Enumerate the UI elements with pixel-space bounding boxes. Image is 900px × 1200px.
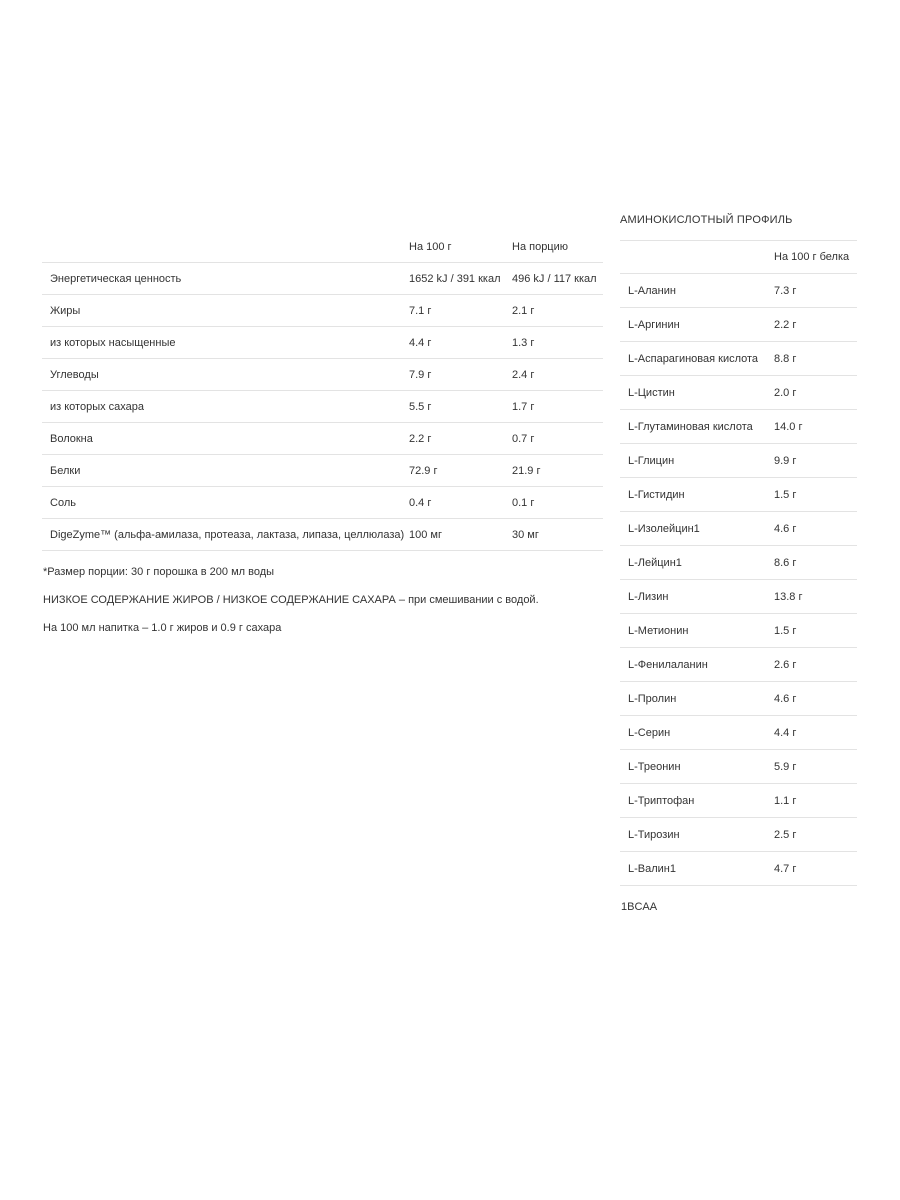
amino-header-row: [620, 241, 857, 274]
nutrient-portion: 30 мг: [512, 519, 603, 551]
amino-acid-profile: [620, 210, 857, 914]
amino-name: L-Валин1: [620, 852, 774, 886]
table-row: [620, 342, 857, 376]
table-row: [620, 376, 857, 410]
low-fat-sugar-note: НИЗКОЕ СОДЕРЖАНИЕ ЖИРОВ / НИЗКОЕ СОДЕРЖАНИЕ САХАРА – при смешивании с водой.: [43, 594, 539, 606]
table-row: [42, 455, 603, 487]
amino-value: 7.3 г: [774, 274, 857, 308]
table-row: [42, 423, 603, 455]
amino-value: 5.9 г: [774, 750, 857, 784]
amino-value: 4.7 г: [774, 852, 857, 886]
amino-value: 2.0 г: [774, 376, 857, 410]
amino-value: 4.4 г: [774, 716, 857, 750]
table-row: [42, 391, 603, 423]
serving-size-note: *Размер порции: 30 г порошка в 200 мл воды: [43, 566, 275, 578]
nutrient-name: Жиры: [42, 295, 409, 327]
nutrient-name: Волокна: [42, 423, 409, 455]
amino-name: L-Пролин: [620, 682, 774, 716]
nutrient-per100: 4.4 г: [409, 327, 512, 359]
amino-name: L-Серин: [620, 716, 774, 750]
nutrient-portion: 0.1 г: [512, 487, 603, 519]
nutrient-per100: 1652 kJ / 391 ккал: [409, 263, 512, 295]
nutrient-per100: 5.5 г: [409, 391, 512, 423]
nutrition-header-row: [42, 232, 603, 263]
nutrient-portion: 0.7 г: [512, 423, 603, 455]
nutrition-header-portion: На порцию: [512, 241, 569, 253]
nutrient-name: Энергетическая ценность: [42, 263, 409, 295]
amino-name: L-Тирозин: [620, 818, 774, 852]
amino-value: 8.6 г: [774, 546, 857, 580]
nutrient-name: из которых сахара: [42, 391, 409, 423]
amino-value: 4.6 г: [774, 682, 857, 716]
nutrient-portion: 1.3 г: [512, 327, 603, 359]
nutrient-per100: 7.9 г: [409, 359, 512, 391]
nutrient-per100: 0.4 г: [409, 487, 512, 519]
table-row: [620, 274, 857, 308]
amino-name: L-Треонин: [620, 750, 774, 784]
nutrient-name: Соль: [42, 487, 409, 519]
amino-header-name: [620, 241, 774, 274]
table-row: [620, 682, 857, 716]
nutrient-portion: 1.7 г: [512, 391, 603, 423]
amino-name: L-Лизин: [620, 580, 774, 614]
nutrient-per100: 2.2 г: [409, 423, 512, 455]
nutrient-name: из которых насыщенные: [42, 327, 409, 359]
table-row: [42, 295, 603, 327]
nutrient-portion: 2.4 г: [512, 359, 603, 391]
table-row: [620, 580, 857, 614]
table-row: [620, 818, 857, 852]
nutrition-header-per100: На 100 г: [409, 241, 452, 253]
amino-name: L-Аспарагиновая кислота: [620, 342, 774, 376]
table-row: [620, 410, 857, 444]
table-row: [620, 750, 857, 784]
nutrient-portion: 21.9 г: [512, 455, 603, 487]
amino-name: L-Глицин: [620, 444, 774, 478]
nutrient-per100: 100 мг: [409, 519, 512, 551]
amino-value: 2.5 г: [774, 818, 857, 852]
amino-value: 2.6 г: [774, 648, 857, 682]
amino-name: L-Цистин: [620, 376, 774, 410]
table-row: [620, 614, 857, 648]
amino-name: L-Лейцин1: [620, 546, 774, 580]
nutrient-name: DigeZyme™ (альфа-амилаза, протеаза, лактаза, липаза, целлюлаза): [42, 519, 409, 551]
amino-value: 1.5 г: [774, 614, 857, 648]
nutrition-table: [42, 232, 603, 551]
bcaa-footnote: 1BCAA: [621, 901, 658, 913]
amino-value: 9.9 г: [774, 444, 857, 478]
table-row: [620, 546, 857, 580]
amino-value: 1.5 г: [774, 478, 857, 512]
nutrient-name: Белки: [42, 455, 409, 487]
table-row: [620, 648, 857, 682]
nutrition-header-name: [42, 232, 409, 263]
amino-table: [620, 240, 857, 886]
nutrient-per100: 72.9 г: [409, 455, 512, 487]
amino-header-per100-protein: На 100 г белка: [774, 241, 857, 274]
nutrient-portion: 2.1 г: [512, 295, 603, 327]
amino-profile-title: АМИНОКИСЛОТНЫЙ ПРОФИЛЬ: [620, 214, 793, 226]
amino-name: L-Изолейцин1: [620, 512, 774, 546]
table-row: [620, 716, 857, 750]
amino-name: L-Глутаминовая кислота: [620, 410, 774, 444]
amino-name: L-Гистидин: [620, 478, 774, 512]
table-row: [620, 512, 857, 546]
nutrient-per100: 7.1 г: [409, 295, 512, 327]
table-row: [42, 519, 603, 551]
nutrient-name: Углеводы: [42, 359, 409, 391]
table-row: [620, 444, 857, 478]
amino-name: L-Аланин: [620, 274, 774, 308]
table-row: [620, 478, 857, 512]
table-row: [42, 359, 603, 391]
nutrition-notes: [42, 565, 603, 635]
amino-name: L-Метионин: [620, 614, 774, 648]
table-row: [620, 308, 857, 342]
amino-value: 13.8 г: [774, 580, 857, 614]
amino-value: 4.6 г: [774, 512, 857, 546]
nutrient-portion: 496 kJ / 117 ккал: [512, 263, 603, 295]
table-row: [42, 327, 603, 359]
table-row: [42, 487, 603, 519]
amino-name: L-Триптофан: [620, 784, 774, 818]
per-100ml-note: На 100 мл напитка – 1.0 г жиров и 0.9 г сахара: [43, 622, 282, 634]
amino-value: 2.2 г: [774, 308, 857, 342]
table-row: [620, 852, 857, 886]
amino-value: 1.1 г: [774, 784, 857, 818]
table-row: [42, 263, 603, 295]
amino-value: 8.8 г: [774, 342, 857, 376]
table-row: [620, 784, 857, 818]
nutrition-facts: [42, 232, 603, 649]
amino-name: L-Фенилаланин: [620, 648, 774, 682]
amino-name: L-Аргинин: [620, 308, 774, 342]
amino-value: 14.0 г: [774, 410, 857, 444]
